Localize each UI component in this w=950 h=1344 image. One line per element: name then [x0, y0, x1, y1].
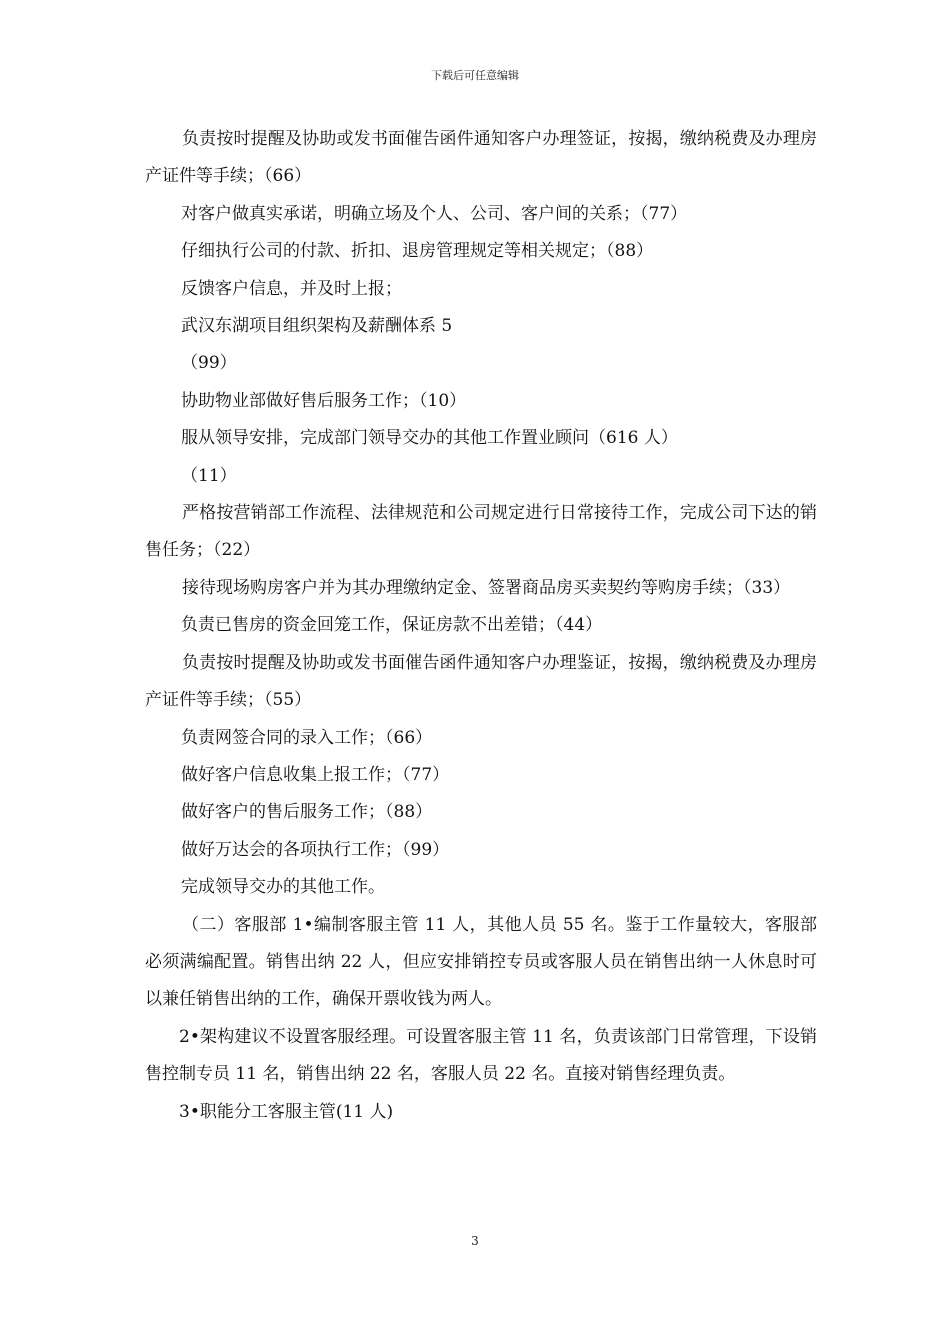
- paragraph-7: 协助物业部做好售后服务工作；（10）: [181, 390, 467, 411]
- page-number: 3: [471, 1234, 479, 1248]
- page-header: 下载后可任意编辑: [431, 69, 519, 82]
- paragraph-19: （二）客服部 1•编制客服主管 11 人，其他人员 55 名。鉴于工作量较大，客服部必须满编配置。销售出纳 22 人，但应安排销控专员或客服人员在销售出纳一人休息时可以兼任销售出纳的工作，确保开票收钱为两人。: [145, 914, 817, 1010]
- paragraph-10: 严格按营销部工作流程、法律规范和公司规定进行日常接待工作，完成公司下达的销售任务；（22）: [145, 503, 817, 561]
- paragraph-12: 负责已售房的资金回笼工作，保证房款不出差错；（44）: [181, 615, 603, 636]
- paragraph-9: （11）: [181, 465, 237, 486]
- paragraph-2: 对客户做真实承诺，明确立场及个人、公司、客户间的关系；（77）: [181, 203, 688, 224]
- paragraph-3: 仔细执行公司的付款、折扣、退房管理规定等相关规定；（88）: [181, 241, 654, 262]
- paragraph-1: 负责按时提醒及协助或发书面催告函件通知客户办理签证，按揭，缴纳税费及办理房产证件等手续；（66）: [145, 129, 817, 187]
- paragraph-18: 完成领导交办的其他工作。: [181, 877, 385, 898]
- paragraph-4: 反馈客户信息，并及时上报；: [181, 278, 402, 299]
- paragraph-14: 负责网签合同的录入工作；（66）: [181, 727, 433, 748]
- paragraph-16: 做好客户的售后服务工作；（88）: [181, 802, 433, 823]
- paragraph-5: 武汉东湖项目组织架构及薪酬体系 5: [181, 316, 453, 337]
- paragraph-17: 做好万达会的各项执行工作；（99）: [181, 839, 450, 860]
- paragraph-8: 服从领导安排，完成部门领导交办的其他工作置业顾问（616 人）: [181, 428, 678, 449]
- paragraph-13: 负责按时提醒及协助或发书面催告函件通知客户办理鉴证，按揭，缴纳税费及办理房产证件等手续；（55）: [145, 652, 817, 711]
- paragraph-15: 做好客户信息收集上报工作；（77）: [181, 764, 450, 785]
- paragraph-6: （99）: [181, 353, 237, 374]
- paragraph-11: 接待现场购房客户并为其办理缴纳定金、签署商品房买卖契约等购房手续；（33）: [182, 577, 791, 598]
- paragraph-20: 2•架构建议不设置客服经理。可设置客服主管 11 名，负责该部门日常管理，下设销售控制专员 11 名，销售出纳 22 名，客服人员 22 名。直接对销售经理负责。: [145, 1026, 817, 1085]
- document-body: [145, 121, 817, 1131]
- paragraph-21: 3•职能分工客服主管(11 人): [179, 1101, 394, 1122]
